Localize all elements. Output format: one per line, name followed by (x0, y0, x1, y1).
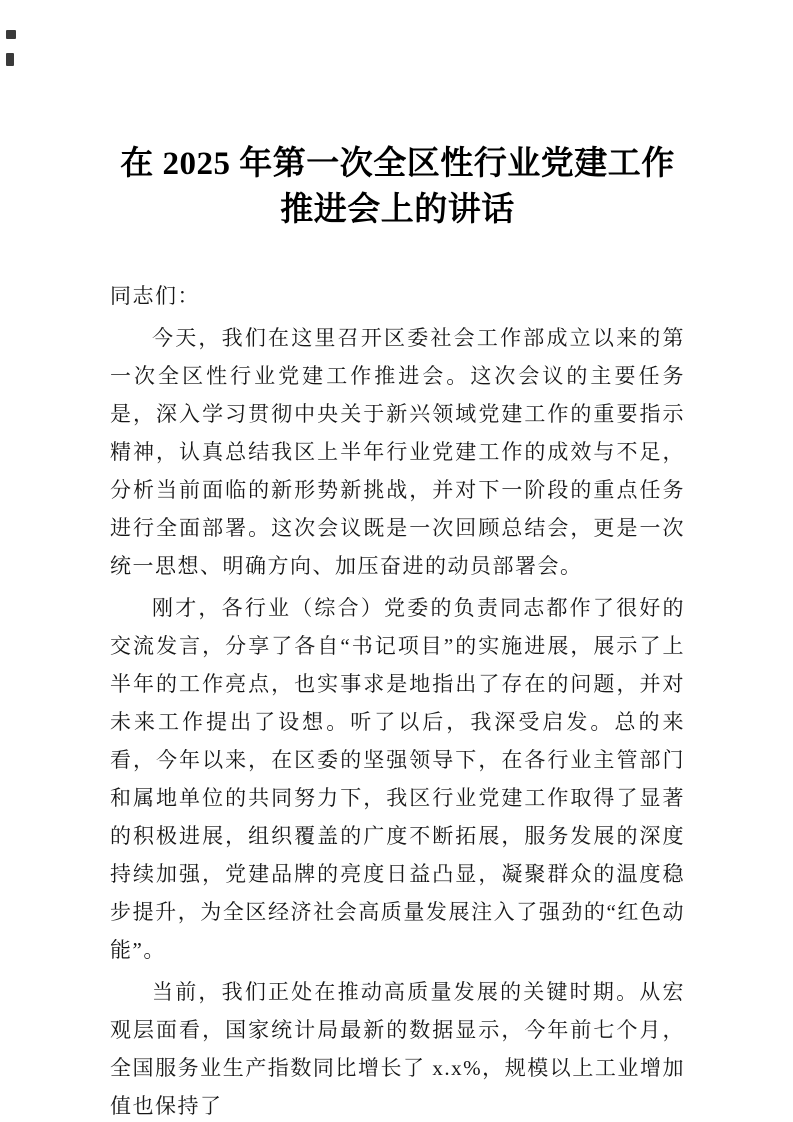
salutation: 同志们： (110, 284, 200, 309)
page-edge-mark-bottom (6, 53, 14, 66)
paragraph-2: 刚才，各行业（综合）党委的负责同志都作了很好的交流发言，分享了各自“书记项目”的实施进展，展示了上半年的工作亮点，也实事求是地指出了存在的问题，并对未来工作提出了设想。听了以后，我深受启发。总的来看，今年以来，在区委的坚强领导下，在各行业主管部门和属地单位的共同努力下，我区行业党建工作取得了显著的积极进展，组织覆盖的广度不断拓展，服务发展的深度持续加强，党建品牌的亮度日益凸显，凝聚群众的温度稳步提升，为全区经济社会高质量发展注入了强劲的“红色动能”。 (110, 596, 685, 963)
document-title: 在 2025 年第一次全区性行业党建工作推进会上的讲话 (120, 146, 675, 228)
page-edge-mark-top (6, 30, 16, 39)
document-body (110, 277, 685, 1122)
paragraph-3: 当前，我们正处在推动高质量发展的关键时期。从宏观层面看，国家统计局最新的数据显示，今年前七个月，全国服务业生产指数同比增长了 x.x%，规模以上工业增加值也保持了 (110, 980, 685, 1119)
paragraph-1: 今天，我们在这里召开区委社会工作部成立以来的第一次全区性行业党建工作推进会。这次会议的主要任务是，深入学习贯彻中央关于新兴领域党建工作的重要指示精神，认真总结我区上半年行业党建工作的成效与不足，分析当前面临的新形势新挑战，并对下一阶段的重点任务进行全面部署。这次会议既是一次回顾总结会，更是一次统一思想、明确方向、加压奋进的动员部署会。 (110, 326, 685, 579)
